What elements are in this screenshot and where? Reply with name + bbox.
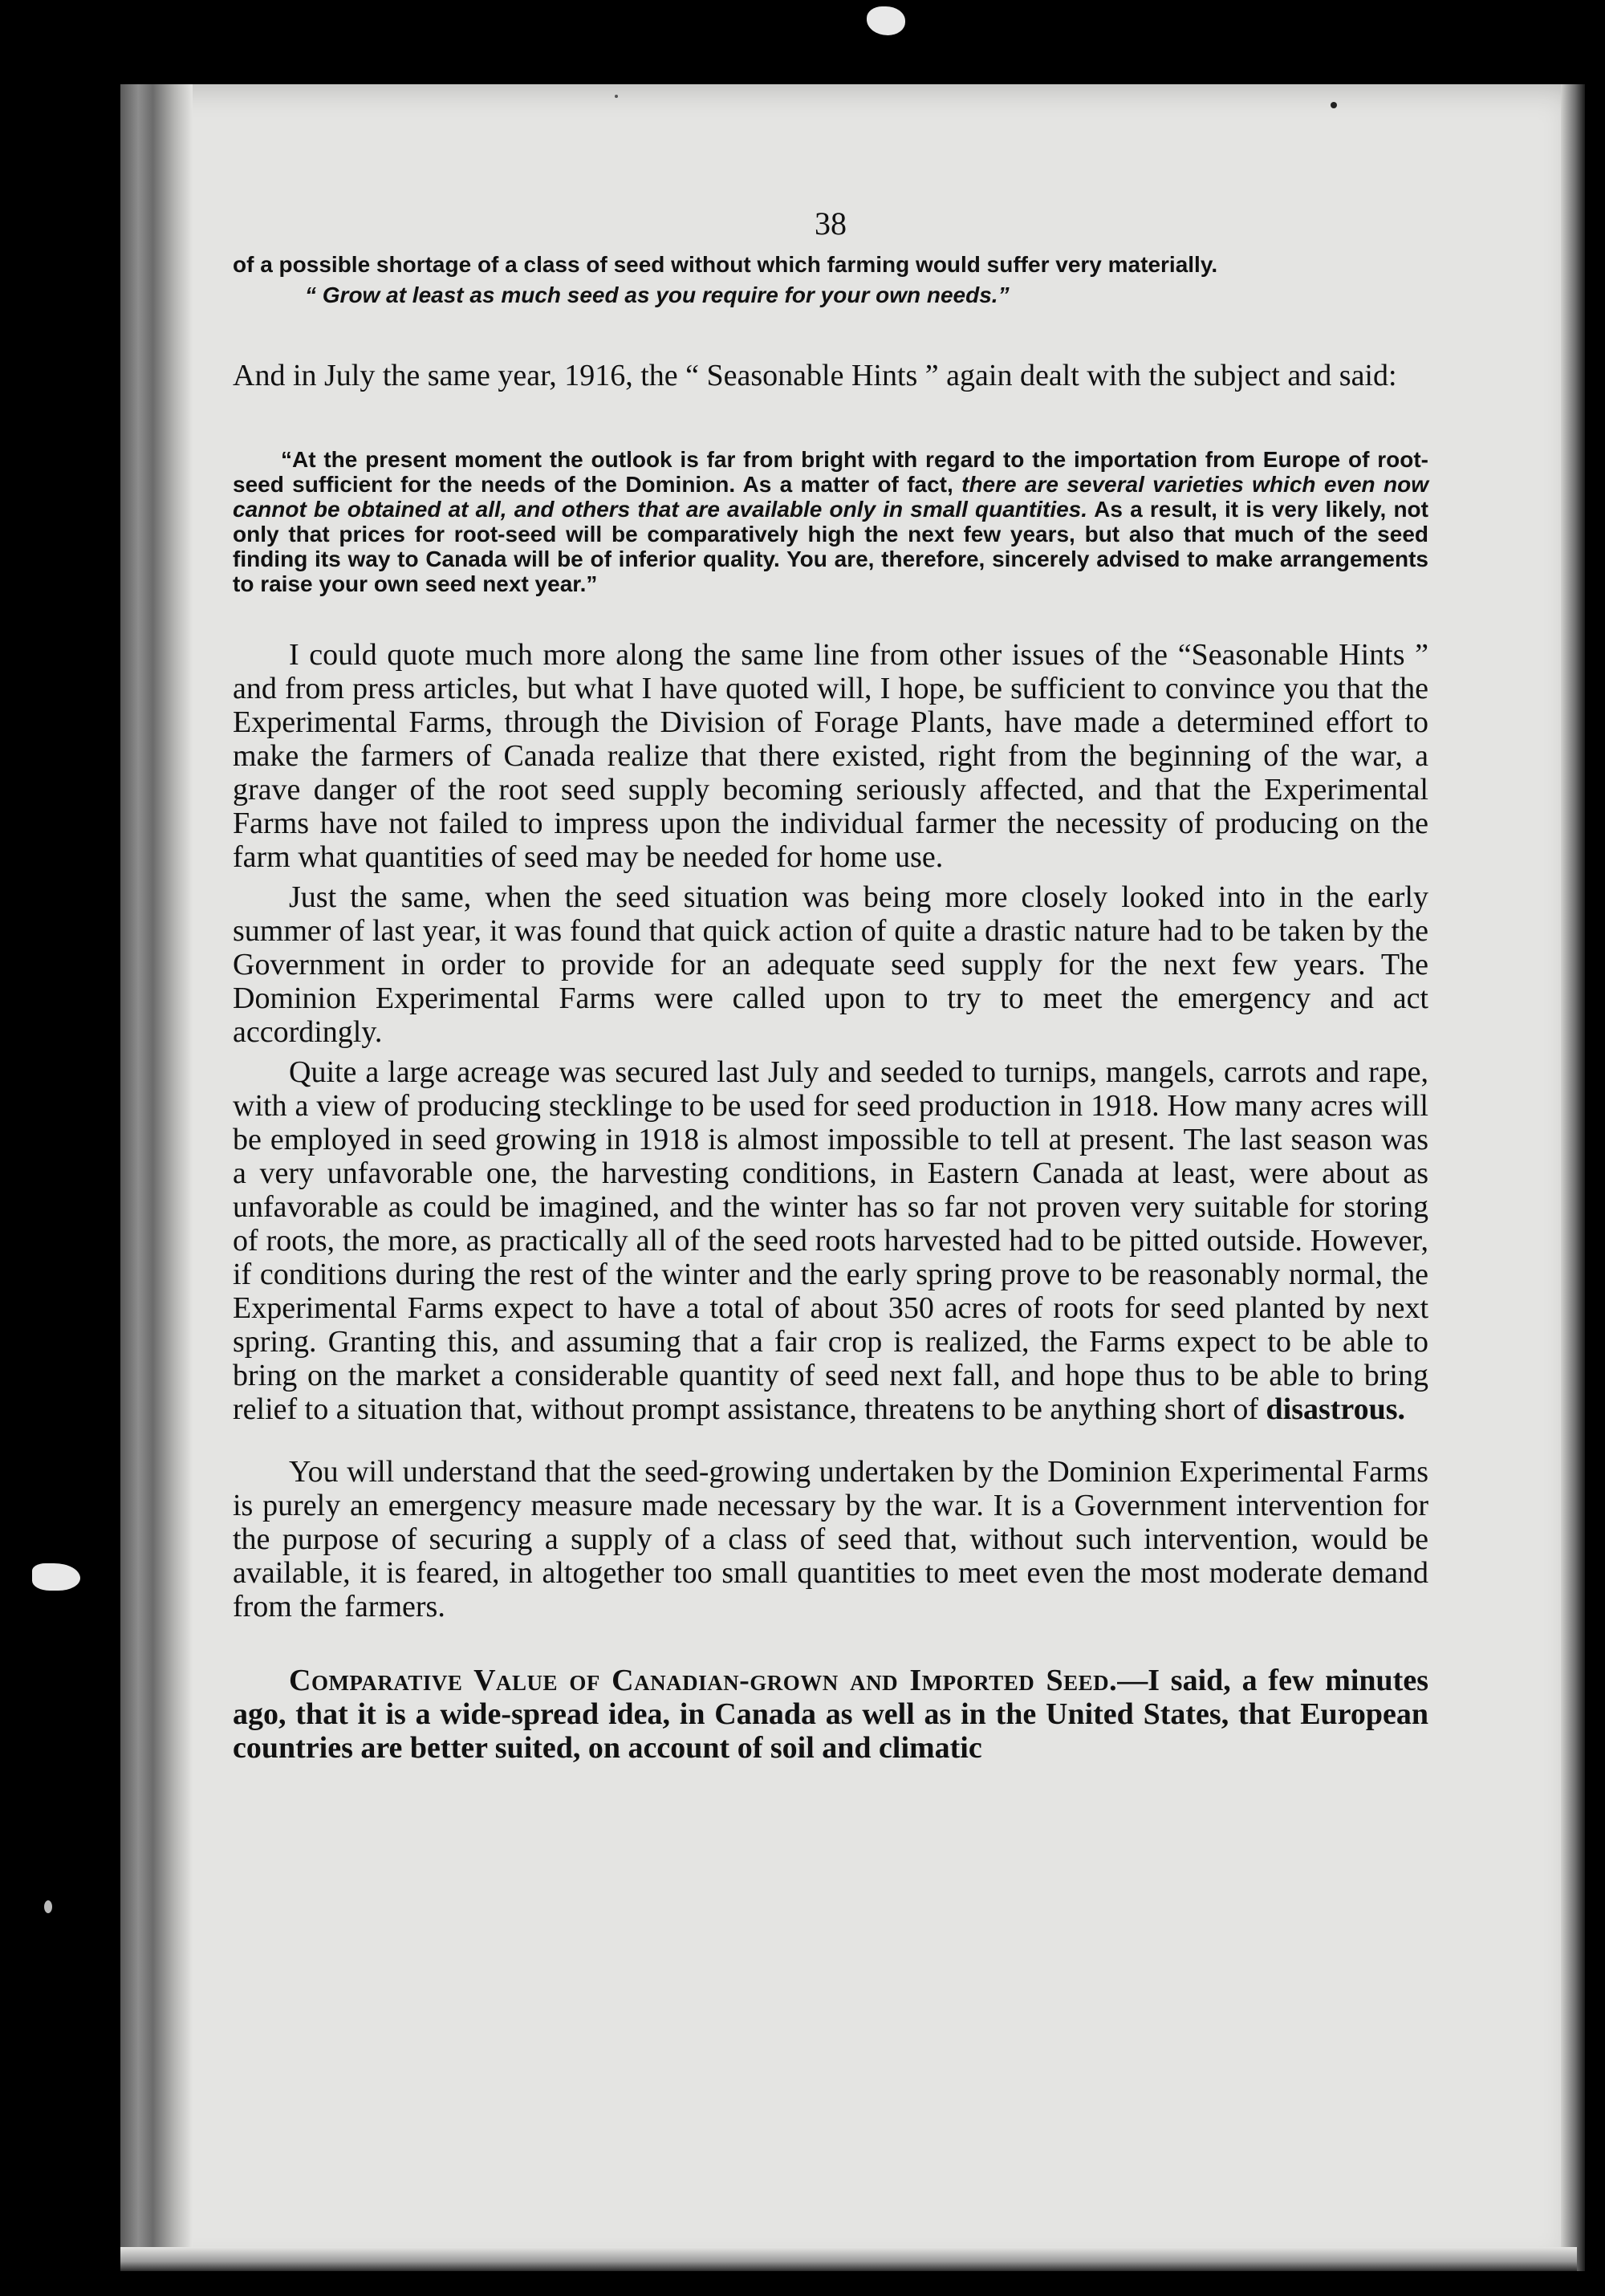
bottom-page-edge <box>120 2247 1577 2271</box>
scan-speck-left <box>32 1563 80 1591</box>
body-paragraph-1: I could quote much more along the same line from other issues of the “Seasonable Hints ” and from press articles, but what I have quoted will, I hope, be sufficient to convince you that the Experimental Farms, through the Division of Forage Plants, have made a determined effort to make the farmers of Canada realize that there existed, right from the beginning of the war, a grave danger of the root seed supply becoming seriously affected, and that the Experimental Farms have not failed to impress upon the individual farmer the necessity of producing on the farm what quantities of seed may be needed for home use. <box>233 638 1428 874</box>
body-paragraph-3 <box>233 1055 1428 1426</box>
scan-dot-top-mid <box>615 95 618 98</box>
continuation-text: of a possible shortage of a class of seed without which farming would suffer very materially. <box>233 252 1218 277</box>
page-content <box>233 205 1428 1765</box>
body-paragraph-3-text: Quite a large acreage was secured last July and seeded to turnips, mangels, carrots and rape, with a view of producing stecklinge to be used for seed production in 1918. How many acres will be employed in seed growing in 1918 is almost impossible to tell at present. The last season was a very unfavorable one, the harvesting conditions, in Eastern Canada at least, were about as unfavorable as could be imagined, and the winter has so far not proven very suitable for storing of roots, the more, as practically all of the seed roots harvested had to be pitted outside. However, if conditions during the rest of the winter and the early spring prove to be reasonably normal, the Experimental Farms expect to have a total of about 350 acres of roots for seed planted by next spring. Granting this, and assuming that a fair crop is realized, the Farms expect to be able to bring on the market a considerable quantity of seed next fall, and hope thus to be able to bring relief to a situation that, without prompt assistance, threatens to be anything short of <box>233 1055 1428 1426</box>
quote-italic-part: there are several varieties which even now cannot be obtained at all, and others that are available only in small quantities. <box>233 472 1428 522</box>
right-page-edge <box>1561 84 1585 2271</box>
quote-part-2: As a result, it is very likely, not only that prices for root-seed will be comparatively high the next few years, but also that much of the seed finding its way to Canada will be of inferior quality. You are, therefore, sincerely advised to make arrangements to raise your own seed next year.” <box>233 497 1428 596</box>
quote-part-1: “At the present moment the outlook is far from bright with regard to the importation from Europe of root-seed sufficient for the needs of the Dominion. As a matter of fact, <box>233 447 1428 497</box>
page-number: 38 <box>815 205 847 242</box>
scan-speck-left-small <box>44 1900 52 1913</box>
section-paragraph <box>233 1664 1428 1765</box>
left-binding-edge <box>120 84 193 2271</box>
scan-speck-top <box>867 6 905 35</box>
seasonable-hints-quote <box>233 447 1428 596</box>
section-text: —I said, a few minutes ago, that it is a wide-spread idea, in Canada as well as in the United States, that European countries are better suited, on account of soil and climatic <box>233 1664 1428 1765</box>
scan-dot-top-right <box>1331 102 1337 108</box>
body-paragraph-3-bold-end: disastrous. <box>1266 1392 1406 1426</box>
body-paragraph-4: You will understand that the seed-growing undertaken by the Dominion Experimental Farms is purely an emergency measure made necessary by the war. It is a Government intervention for the purpose of securing a supply of a class of seed that, without such intervention, would be available, it is feared, in altogether too small quantities to meet even the most moderate demand from the farmers. <box>233 1455 1428 1623</box>
body-paragraph-2: Just the same, when the seed situation was being more closely looked into in the early summer of last year, it was found that quick action of quite a drastic nature had to be taken by the Government in order to provide for an adequate seed supply for the next few years. The Dominion Experimental Farms were called upon to try to meet the emergency and act accordingly. <box>233 880 1428 1049</box>
section-heading: Comparative Value of Canadian-grown and Imported Seed. <box>289 1664 1118 1697</box>
intro-paragraph: And in July the same year, 1916, the “ Seasonable Hints ” again dealt with the subject and said: <box>233 359 1397 392</box>
motto-quote: “ Grow at least as much seed as you require for your own needs.” <box>305 282 1010 307</box>
